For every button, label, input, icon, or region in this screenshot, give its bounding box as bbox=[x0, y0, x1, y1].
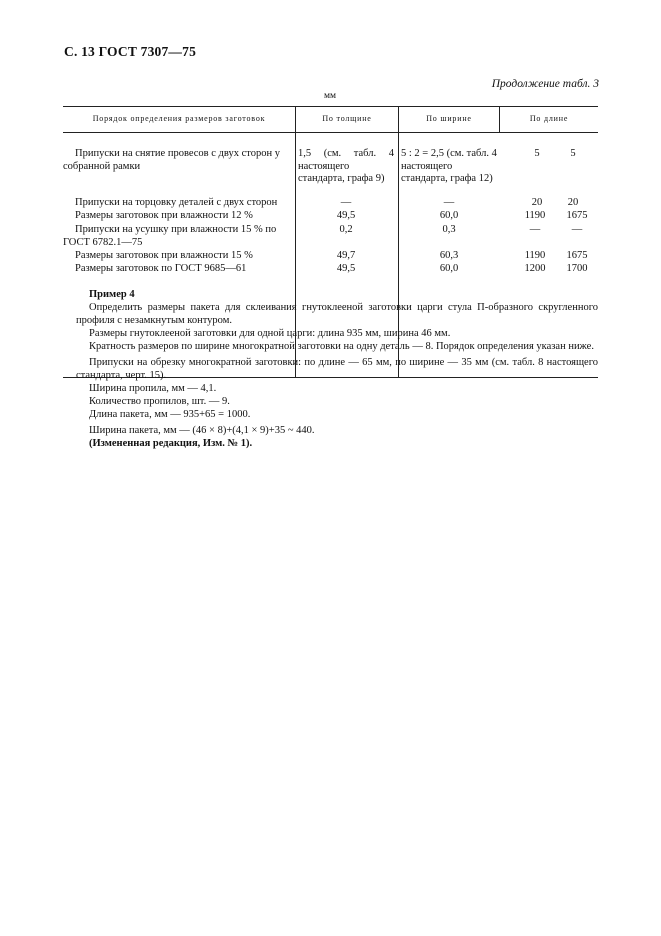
row-3-width: 60,0 bbox=[439, 210, 459, 221]
column-header-thickness: По толщине bbox=[322, 114, 372, 123]
example-paragraph-6: Количество пропилов, шт. — 9. bbox=[89, 396, 230, 407]
example-paragraph-4: Припуски на обрезку многократной заготовки: по длине — 65 мм, по ширине — 35 мм (см. табл. 8 настоящего стандарта, черт. 15). bbox=[76, 357, 598, 381]
amendment-note: (Измененная редакция, Изм. № 1). bbox=[89, 438, 253, 449]
row-3-thickness: 49,5 bbox=[336, 210, 356, 221]
row-3-length-2: 1675 bbox=[566, 210, 588, 221]
example-title: Пример 4 bbox=[89, 289, 135, 300]
table-continuation-label: Продолжение табл. 3 bbox=[491, 78, 599, 90]
row-2-width: — bbox=[443, 197, 455, 208]
row-2-length-1: 20 bbox=[531, 197, 543, 208]
row-1-width: 5 : 2 = 2,5 (см. табл. 4 настоящего стандарта, графа 12) bbox=[401, 148, 497, 184]
row-1-thickness: 1,5 (см. табл. 4 настоящего стандарта, графа 9) bbox=[298, 148, 394, 184]
row-4-width: 0,3 bbox=[442, 224, 456, 235]
row-6-width: 60,0 bbox=[439, 263, 459, 274]
example-paragraph-8: Ширина пакета, мм — (46 × 8)+(4,1 × 9)+35 ~ 440. bbox=[89, 425, 315, 436]
column-header-length: По длине bbox=[529, 114, 569, 123]
unit-label: мм bbox=[324, 91, 337, 101]
row-2-label: Припуски на торцовку деталей с двух сторон bbox=[75, 197, 278, 208]
row-4-length-1: — bbox=[529, 224, 541, 235]
example-paragraph-3: Кратность размеров по ширине многократной заготовки на одну деталь — 8. Порядок определения указан ниже. bbox=[89, 341, 594, 352]
row-3-length-1: 1190 bbox=[524, 210, 546, 221]
example-section bbox=[76, 288, 598, 450]
table-header-border bbox=[63, 132, 598, 133]
column-header-width: По ширине bbox=[426, 114, 472, 123]
row-5-length-1: 1190 bbox=[524, 250, 546, 261]
row-1-label: Припуски на снятие провесов с двух сторон у собранной рамки bbox=[63, 148, 280, 172]
row-1-length-2: 5 bbox=[570, 148, 576, 159]
row-5-width: 60,3 bbox=[439, 250, 459, 261]
row-2-thickness: — bbox=[340, 197, 352, 208]
row-5-thickness: 49,7 bbox=[336, 250, 356, 261]
row-6-length-2: 1700 bbox=[566, 263, 588, 274]
row-6-length-1: 1200 bbox=[524, 263, 546, 274]
example-paragraph-5: Ширина пропила, мм — 4,1. bbox=[89, 383, 217, 394]
row-4-length-2: — bbox=[571, 224, 583, 235]
row-6-thickness: 49,5 bbox=[336, 263, 356, 274]
example-paragraph-2: Размеры гнутоклееной заготовки для одной царги: длина 935 мм, ширина 46 мм. bbox=[89, 328, 451, 339]
page-header: С. 13 ГОСТ 7307—75 bbox=[64, 44, 197, 59]
row-1-length-1: 5 bbox=[534, 148, 540, 159]
row-3-label: Размеры заготовок при влажности 12 % bbox=[75, 210, 253, 221]
column-header-method: Порядок определения размеров заготовок bbox=[92, 114, 266, 123]
row-2-length-2: 20 bbox=[567, 197, 579, 208]
row-4-thickness: 0,2 bbox=[339, 224, 353, 235]
row-5-length-2: 1675 bbox=[566, 250, 588, 261]
row-4-label: Припуски на усушку при влажности 15 % по ГОСТ 6782.1—75 bbox=[63, 224, 277, 248]
row-5-label: Размеры заготовок при влажности 15 % bbox=[75, 250, 253, 261]
row-6-label: Размеры заготовок по ГОСТ 9685—61 bbox=[75, 263, 247, 274]
example-paragraph-1: Определить размеры пакета для склеивания гнутоклееной заготовки царги стула П-образного скругленного профиля с незамкнутым контуром. bbox=[76, 302, 598, 326]
example-paragraph-7: Длина пакета, мм — 935+65 = 1000. bbox=[89, 409, 251, 420]
